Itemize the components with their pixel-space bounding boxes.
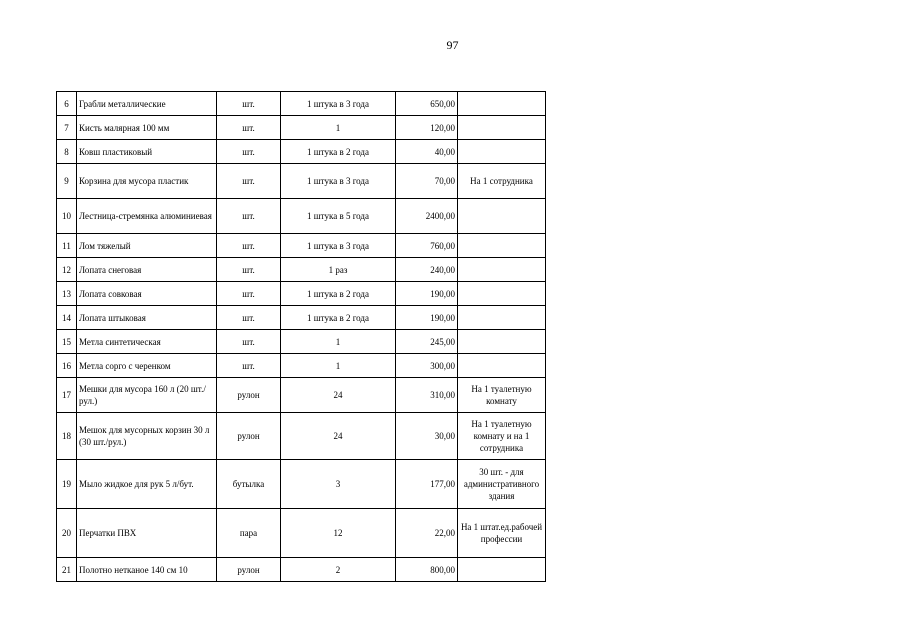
issue-norm: 24	[281, 413, 396, 460]
item-unit: рулон	[217, 413, 281, 460]
issue-norm: 24	[281, 378, 396, 413]
issue-norm: 1 штука в 5 года	[281, 199, 396, 234]
item-price: 190,00	[396, 282, 458, 306]
row-number: 14	[57, 306, 77, 330]
item-note: На 1 штат.ед.рабочей профессии	[458, 509, 546, 558]
table-row	[57, 140, 546, 164]
item-unit: шт.	[217, 164, 281, 199]
row-number: 6	[57, 92, 77, 116]
item-note	[458, 92, 546, 116]
item-note	[458, 199, 546, 234]
item-price: 120,00	[396, 116, 458, 140]
supplies-table	[56, 91, 546, 582]
issue-norm: 1	[281, 354, 396, 378]
item-note: На 1 туалетную комнату	[458, 378, 546, 413]
item-note: На 1 туалетную комнату и на 1 сотрудника	[458, 413, 546, 460]
row-number: 21	[57, 558, 77, 582]
issue-norm: 1 штука в 3 года	[281, 164, 396, 199]
item-price: 2400,00	[396, 199, 458, 234]
item-name: Мешок для мусорных корзин 30 л (30 шт./рул.)	[77, 413, 217, 460]
item-price: 30,00	[396, 413, 458, 460]
item-name: Лестница-стремянка алюминиевая	[77, 199, 217, 234]
item-name: Кисть малярная 100 мм	[77, 116, 217, 140]
table-row	[57, 258, 546, 282]
item-name: Корзина для мусора пластик	[77, 164, 217, 199]
item-price: 245,00	[396, 330, 458, 354]
item-price: 177,00	[396, 460, 458, 509]
issue-norm: 1 штука в 3 года	[281, 92, 396, 116]
item-note: На 1 сотрудника	[458, 164, 546, 199]
item-price: 300,00	[396, 354, 458, 378]
item-price: 310,00	[396, 378, 458, 413]
item-unit: шт.	[217, 92, 281, 116]
row-number: 13	[57, 282, 77, 306]
table-row	[57, 354, 546, 378]
item-unit: шт.	[217, 354, 281, 378]
item-unit: шт.	[217, 140, 281, 164]
item-name: Мешки для мусора 160 л (20 шт./рул.)	[77, 378, 217, 413]
item-price: 70,00	[396, 164, 458, 199]
item-unit: пара	[217, 509, 281, 558]
row-number: 18	[57, 413, 77, 460]
item-note	[458, 234, 546, 258]
issue-norm: 1 штука в 2 года	[281, 306, 396, 330]
issue-norm: 2	[281, 558, 396, 582]
item-name: Грабли металлические	[77, 92, 217, 116]
issue-norm: 12	[281, 509, 396, 558]
table-row	[57, 413, 546, 460]
table-row	[57, 378, 546, 413]
row-number: 7	[57, 116, 77, 140]
issue-norm: 1 раз	[281, 258, 396, 282]
item-name: Мыло жидкое для рук 5 л/бут.	[77, 460, 217, 509]
item-note	[458, 282, 546, 306]
table-row	[57, 116, 546, 140]
item-unit: шт.	[217, 116, 281, 140]
item-name: Полотно нетканое 140 см 10	[77, 558, 217, 582]
item-note: 30 шт. - для административного здания	[458, 460, 546, 509]
item-unit: рулон	[217, 558, 281, 582]
item-unit: бутылка	[217, 460, 281, 509]
item-price: 650,00	[396, 92, 458, 116]
table-row	[57, 92, 546, 116]
item-unit: шт.	[217, 330, 281, 354]
table-row	[57, 164, 546, 199]
item-name: Перчатки ПВХ	[77, 509, 217, 558]
issue-norm: 1 штука в 2 года	[281, 282, 396, 306]
table-row	[57, 199, 546, 234]
table-row	[57, 558, 546, 582]
item-name: Метла синтетическая	[77, 330, 217, 354]
item-price: 40,00	[396, 140, 458, 164]
item-price: 800,00	[396, 558, 458, 582]
item-note	[458, 306, 546, 330]
row-number: 16	[57, 354, 77, 378]
item-note	[458, 330, 546, 354]
item-unit: шт.	[217, 258, 281, 282]
item-price: 22,00	[396, 509, 458, 558]
row-number: 20	[57, 509, 77, 558]
item-note	[458, 258, 546, 282]
item-unit: шт.	[217, 234, 281, 258]
table-row	[57, 330, 546, 354]
row-number: 17	[57, 378, 77, 413]
item-name: Лопата совковая	[77, 282, 217, 306]
item-price: 760,00	[396, 234, 458, 258]
issue-norm: 1	[281, 116, 396, 140]
row-number: 10	[57, 199, 77, 234]
row-number: 19	[57, 460, 77, 509]
item-unit: рулон	[217, 378, 281, 413]
table-row	[57, 234, 546, 258]
issue-norm: 1 штука в 2 года	[281, 140, 396, 164]
row-number: 9	[57, 164, 77, 199]
row-number: 11	[57, 234, 77, 258]
item-note	[458, 140, 546, 164]
item-price: 240,00	[396, 258, 458, 282]
page-number: 97	[446, 38, 459, 52]
item-name: Лом тяжелый	[77, 234, 217, 258]
item-note	[458, 558, 546, 582]
row-number: 8	[57, 140, 77, 164]
table-row	[57, 460, 546, 509]
item-price: 190,00	[396, 306, 458, 330]
item-note	[458, 354, 546, 378]
item-unit: шт.	[217, 199, 281, 234]
row-number: 12	[57, 258, 77, 282]
item-name: Ковш пластиковый	[77, 140, 217, 164]
item-unit: шт.	[217, 306, 281, 330]
table-row	[57, 306, 546, 330]
row-number: 15	[57, 330, 77, 354]
table-row	[57, 509, 546, 558]
item-name: Метла сорго с черенком	[77, 354, 217, 378]
issue-norm: 3	[281, 460, 396, 509]
table-row	[57, 282, 546, 306]
item-name: Лопата снеговая	[77, 258, 217, 282]
issue-norm: 1	[281, 330, 396, 354]
item-unit: шт.	[217, 282, 281, 306]
issue-norm: 1 штука в 3 года	[281, 234, 396, 258]
item-name: Лопата штыковая	[77, 306, 217, 330]
item-note	[458, 116, 546, 140]
